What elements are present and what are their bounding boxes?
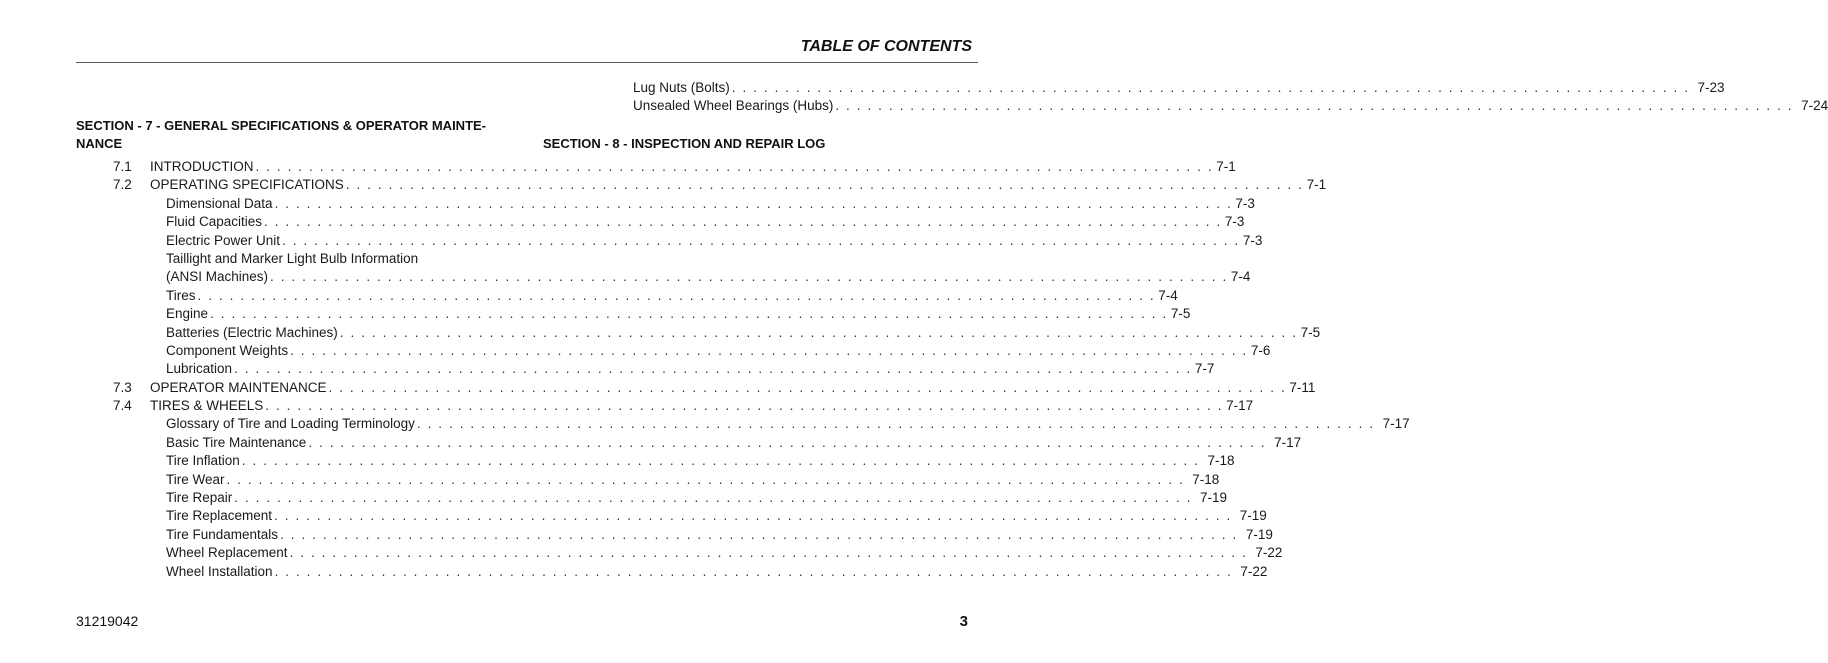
toc-entry-page: 7-4 (1158, 287, 1178, 303)
toc-entry[interactable] (113, 544, 1283, 562)
section-7-title-line2: NANCE (76, 136, 123, 151)
toc-entry-page: 7-3 (1224, 214, 1245, 230)
toc-entry-leader (166, 195, 1255, 213)
toc-leader-dots: . . . . . . . . . . . . . . . . . . . . . . . . . . . . . . . . . . . . . . . . . . . . . . . . . . . . . . . . . . . . . . . . . . . . . . . . . . . . . . . . . . . . . . . . . . (328, 379, 1287, 395)
toc-entry-page: 7-5 (1170, 306, 1191, 322)
toc-entry-page: 7-17 (1382, 416, 1410, 432)
toc-entry-title: Glossary of Tire and Loading Terminology (166, 416, 415, 432)
toc-leader-dots: . . . . . . . . . . . . . . . . . . . . . . . . . . . . . . . . . . . . . . . . . . . . . . . . . . . . . . . . . . . . . . . . . . . . . . . . . . . . . . . . . . . . . . . . . . (241, 453, 1200, 469)
toc-entry-page: 7-11 (1289, 379, 1316, 395)
toc-entry[interactable] (113, 434, 1302, 452)
toc-entry-leader (150, 397, 1254, 415)
toc-entry-title: Unsealed Wheel Bearings (Hubs) (633, 98, 834, 114)
toc-entry-title: Taillight and Marker Light Bulb Information (166, 250, 419, 266)
toc-entry-page: 7-22 (1255, 545, 1283, 561)
toc-leader-dots: . . . . . . . . . . . . . . . . . . . . . . . . . . . . . . . . . . . . . . . . . . . . . . . . . . . . . . . . . . . . . . . . . . . . . . . . . . . . . . . . . . . . . . . . . . (289, 545, 1248, 561)
toc-leader-dots: . . . . . . . . . . . . . . . . . . . . . . . . . . . . . . . . . . . . . . . . . . . . . . . . . . . . . . . . . . . . . . . . . . . . . . . . . . . . . . . . . . . . . . . . . . (290, 342, 1248, 358)
toc-leader-dots: . . . . . . . . . . . . . . . . . . . . . . . . . . . . . . . . . . . . . . . . . . . . . . . . . . . . . . . . . . . . . . . . . . . . . . . . . . . . . . . . . . . . . . . . . . (197, 287, 1156, 303)
toc-entry-leader (166, 489, 1228, 507)
toc-entry-number: 7.3 (113, 379, 132, 395)
toc-entry[interactable] (113, 526, 1273, 544)
toc-entry-leader (166, 213, 1245, 231)
toc-entry-title: OPERATOR MAINTENANCE (150, 379, 327, 395)
toc-entry[interactable] (113, 195, 1255, 213)
toc-entry[interactable] (113, 471, 1220, 489)
toc-entry-leader (150, 379, 1316, 397)
toc-entry-page: 7-17 (1274, 434, 1302, 450)
toc-entry-title: Tire Repair (166, 490, 233, 506)
toc-entry-title: TIRES & WHEELS (150, 398, 264, 414)
page-number: 3 (959, 613, 968, 630)
section-7-title-line1: SECTION - 7 - GENERAL SPECIFICATIONS & OPERATOR MAINTE- (76, 118, 487, 133)
toc-entry-number: 7.1 (113, 159, 132, 174)
toc-entry-page: 7-18 (1192, 471, 1220, 487)
toc-entry-page: 7-19 (1245, 526, 1273, 542)
toc-entry-number: 7.4 (113, 398, 132, 414)
toc-entry-leader (166, 360, 1215, 378)
toc-entry-title: Tire Fundamentals (166, 526, 279, 542)
section-7-toc-continued (633, 79, 1828, 116)
toc-leader-dots: . . . . . . . . . . . . . . . . . . . . . . . . . . . . . . . . . . . . . . . . . . . . . . . . . . . . . . . . . . . . . . . . . . . . . . . . . . . . . . . . . . . . . . . . . . (265, 398, 1224, 414)
toc-entry-leader (150, 176, 1327, 194)
toc-entry[interactable] (113, 176, 1327, 194)
toc-entry-title: Tire Replacement (166, 508, 273, 524)
toc-entry-page: 7-7 (1194, 361, 1215, 377)
toc-entry-title: Fluid Capacities (166, 214, 263, 230)
toc-entry[interactable] (633, 97, 1828, 115)
toc-entry[interactable] (113, 379, 1316, 397)
toc-entry[interactable] (113, 232, 1263, 250)
toc-entry-leader (166, 544, 1283, 562)
header-title: TABLE OF CONTENTS (800, 38, 972, 55)
toc-entry-title: Tire Wear (166, 471, 225, 487)
toc-entry[interactable] (113, 415, 1410, 433)
toc-leader-dots: . . . . . . . . . . . . . . . . . . . . . . . . . . . . . . . . . . . . . . . . . . . . . . . . . . . . . . . . . . . . . . . . . . . . . . . . . . . . . . . . . . . . . . . . . . (255, 159, 1214, 174)
toc-entry-title: Wheel Installation (166, 563, 273, 579)
toc-entry[interactable] (113, 158, 1236, 176)
toc-entry-leader (633, 79, 1725, 97)
toc-entry-page: 7-23 (1697, 80, 1725, 95)
toc-entry-page: 7-19 (1239, 508, 1267, 524)
toc-entry-leader (166, 434, 1302, 452)
toc-entry-title: Tire Inflation (166, 453, 240, 469)
toc-leader-dots: . . . . . . . . . . . . . . . . . . . . . . . . . . . . . . . . . . . . . . . . . . . . . . . . . . . . . . . . . . . . . . . . . . . . . . . . . . . . . . . . . . . . . . . . . . (731, 80, 1690, 95)
toc-entry[interactable] (113, 305, 1191, 323)
toc-entry-page: 7-3 (1235, 195, 1255, 211)
toc-entry[interactable] (113, 250, 513, 268)
toc-entry-title: OPERATING SPECIFICATIONS (150, 177, 344, 193)
toc-leader-dots: . . . . . . . . . . . . . . . . . . . . . . . . . . . . . . . . . . . . . . . . . . . . . . . . . . . . . . . . . . . . . . . . . . . . . . . . . . . . . . . . . . . . . . . . . . (835, 98, 1794, 114)
toc-leader-dots: . . . . . . . . . . . . . . . . . . . . . . . . . . . . . . . . . . . . . . . . . . . . . . . . . . . . . . . . . . . . . . . . . . . . . . . . . . . . . . . . . . . . . . . . . . (210, 306, 1168, 322)
toc-entry-leader (166, 452, 1235, 470)
toc-entry-title: Lug Nuts (Bolts) (633, 80, 730, 95)
toc-entry-page: 7-5 (1300, 324, 1321, 340)
toc-entry-leader (166, 471, 1220, 489)
toc-leader-dots: . . . . . . . . . . . . . . . . . . . . . . . . . . . . . . . . . . . . . . . . . . . . . . . . . . . . . . . . . . . . . . . . . . . . . . . . . . . . . . . . . . . . . . . . . . (339, 324, 1298, 340)
toc-entry-title: Component Weights (166, 342, 289, 358)
toc-entry[interactable] (113, 324, 1321, 342)
toc-entry-leader (166, 415, 1410, 433)
toc-entry[interactable] (113, 360, 1215, 378)
toc-entry-title: Dimensional Data (166, 195, 273, 211)
toc-entry-leader (166, 268, 1251, 286)
toc-leader-dots: . . . . . . . . . . . . . . . . . . . . . . . . . . . . . . . . . . . . . . . . . . . . . . . . . . . . . . . . . . . . . . . . . . . . . . . . . . . . . . . . . . . . . . . . . . (280, 526, 1238, 542)
document-number: 31219042 (76, 613, 139, 629)
toc-leader-dots: . . . . . . . . . . . . . . . . . . . . . . . . . . . . . . . . . . . . . . . . . . . . . . . . . . . . . . . . . . . . . . . . . . . . . . . . . . . . . . . . . . . . . . . . . . (226, 471, 1185, 487)
toc-entry-title: INTRODUCTION (150, 159, 254, 174)
toc-entry-leader (166, 287, 1178, 305)
toc-entry[interactable] (113, 563, 1268, 581)
toc-entry-page: 7-3 (1242, 232, 1263, 248)
toc-entry-title: Tires (166, 287, 196, 303)
toc-entry[interactable] (113, 213, 1245, 231)
toc-entry-page: 7-17 (1226, 398, 1254, 414)
toc-leader-dots: . . . . . . . . . . . . . . . . . . . . . . . . . . . . . . . . . . . . . . . . . . . . . . . . . . . . . . . . . . . . . . . . . . . . . . . . . . . . . . . . . . . . . . . . . . (234, 490, 1193, 506)
toc-leader-dots: . . . . . . . . . . . . . . . . . . . . . . . . . . . . . . . . . . . . . . . . . . . . . . . . . . . . . . . . . . . . . . . . . . . . . . . . . . . . . . . . . . . . . . . . . . (282, 232, 1240, 248)
toc-entry-title: Electric Power Unit (166, 232, 281, 248)
toc-entry-page: 7-1 (1306, 177, 1327, 193)
toc-entry-leader (166, 232, 1263, 250)
toc-entry-number: 7.2 (113, 177, 132, 193)
section-8-title[interactable]: SECTION - 8 - INSPECTION AND REPAIR LOG (543, 136, 826, 151)
toc-entry-leader (166, 507, 1267, 525)
toc-entry-title: Basic Tire Maintenance (166, 434, 307, 450)
section-7-toc (113, 158, 1410, 581)
section-7-title[interactable] (76, 117, 516, 153)
toc-entry-leader (166, 305, 1191, 323)
toc-entry-page: 7-1 (1216, 159, 1236, 174)
toc-entry[interactable] (113, 287, 1178, 305)
toc-entry[interactable] (113, 452, 1235, 470)
toc-leader-dots: . . . . . . . . . . . . . . . . . . . . . . . . . . . . . . . . . . . . . . . . . . . . . . . . . . . . . . . . . . . . . . . . . . . . . . . . . . . . . . . . . . . . . . . . . . (274, 195, 1233, 211)
toc-entry[interactable] (113, 489, 1228, 507)
toc-entry-leader (166, 563, 1268, 581)
toc-entry[interactable] (633, 79, 1725, 97)
toc-entry-title: Engine (166, 306, 209, 322)
toc-entry-title: Batteries (Electric Machines) (166, 324, 338, 340)
toc-entry-page: 7-18 (1207, 453, 1235, 469)
toc-entry-page: 7-19 (1200, 490, 1228, 506)
toc-entry[interactable] (113, 507, 1267, 525)
toc-entry-leader (633, 97, 1828, 115)
toc-leader-dots: . . . . . . . . . . . . . . . . . . . . . . . . . . . . . . . . . . . . . . . . . . . . . . . . . . . . . . . . . . . . . . . . . . . . . . . . . . . . . . . . . . . . . . . . . . (345, 177, 1304, 193)
toc-leader-dots: . . . . . . . . . . . . . . . . . . . . . . . . . . . . . . . . . . . . . . . . . . . . . . . . . . . . . . . . . . . . . . . . . . . . . . . . . . . . . . . . . . . . . . . . . . (234, 361, 1192, 377)
toc-leader-dots: . . . . . . . . . . . . . . . . . . . . . . . . . . . . . . . . . . . . . . . . . . . . . . . . . . . . . . . . . . . . . . . . . . . . . . . . . . . . . . . . . . . . . . . . . . (270, 269, 1228, 285)
toc-entry-leader (166, 526, 1273, 544)
toc-entry-leader (166, 342, 1271, 360)
toc-leader-dots: . . . . . . . . . . . . . . . . . . . . . . . . . . . . . . . . . . . . . . . . . . . . . . . . . . . . . . . . . . . . . . . . . . . . . . . . . . . . . . . . . . . . . . . . . . (308, 434, 1267, 450)
toc-leader-dots: . . . . . . . . . . . . . . . . . . . . . . . . . . . . . . . . . . . . . . . . . . . . . . . . . . . . . . . . . . . . . . . . . . . . . . . . . . . . . . . . . . . . . . . . . . (416, 416, 1375, 432)
toc-entry-page: 7-6 (1250, 342, 1271, 358)
toc-entry-title: Lubrication (166, 361, 233, 377)
toc-entry-page: 7-4 (1230, 269, 1251, 285)
toc-entry-page: 7-24 (1801, 98, 1828, 114)
toc-entry-title: Wheel Replacement (166, 545, 288, 561)
toc-entry-leader (166, 324, 1321, 342)
toc-entry-page: 7-22 (1240, 563, 1268, 579)
toc-entry[interactable] (113, 397, 1254, 415)
header-divider (76, 62, 978, 63)
toc-entry-leader (150, 158, 1236, 176)
toc-entry[interactable] (113, 342, 1271, 360)
toc-leader-dots: . . . . . . . . . . . . . . . . . . . . . . . . . . . . . . . . . . . . . . . . . . . . . . . . . . . . . . . . . . . . . . . . . . . . . . . . . . . . . . . . . . . . . . . . . . (274, 508, 1232, 524)
toc-entry-title: (ANSI Machines) (166, 269, 269, 285)
toc-leader-dots: . . . . . . . . . . . . . . . . . . . . . . . . . . . . . . . . . . . . . . . . . . . . . . . . . . . . . . . . . . . . . . . . . . . . . . . . . . . . . . . . . . . . . . . . . . (274, 563, 1233, 579)
toc-leader-dots: . . . . . . . . . . . . . . . . . . . . . . . . . . . . . . . . . . . . . . . . . . . . . . . . . . . . . . . . . . . . . . . . . . . . . . . . . . . . . . . . . . . . . . . . . . (264, 214, 1222, 230)
toc-entry[interactable] (113, 268, 1251, 286)
